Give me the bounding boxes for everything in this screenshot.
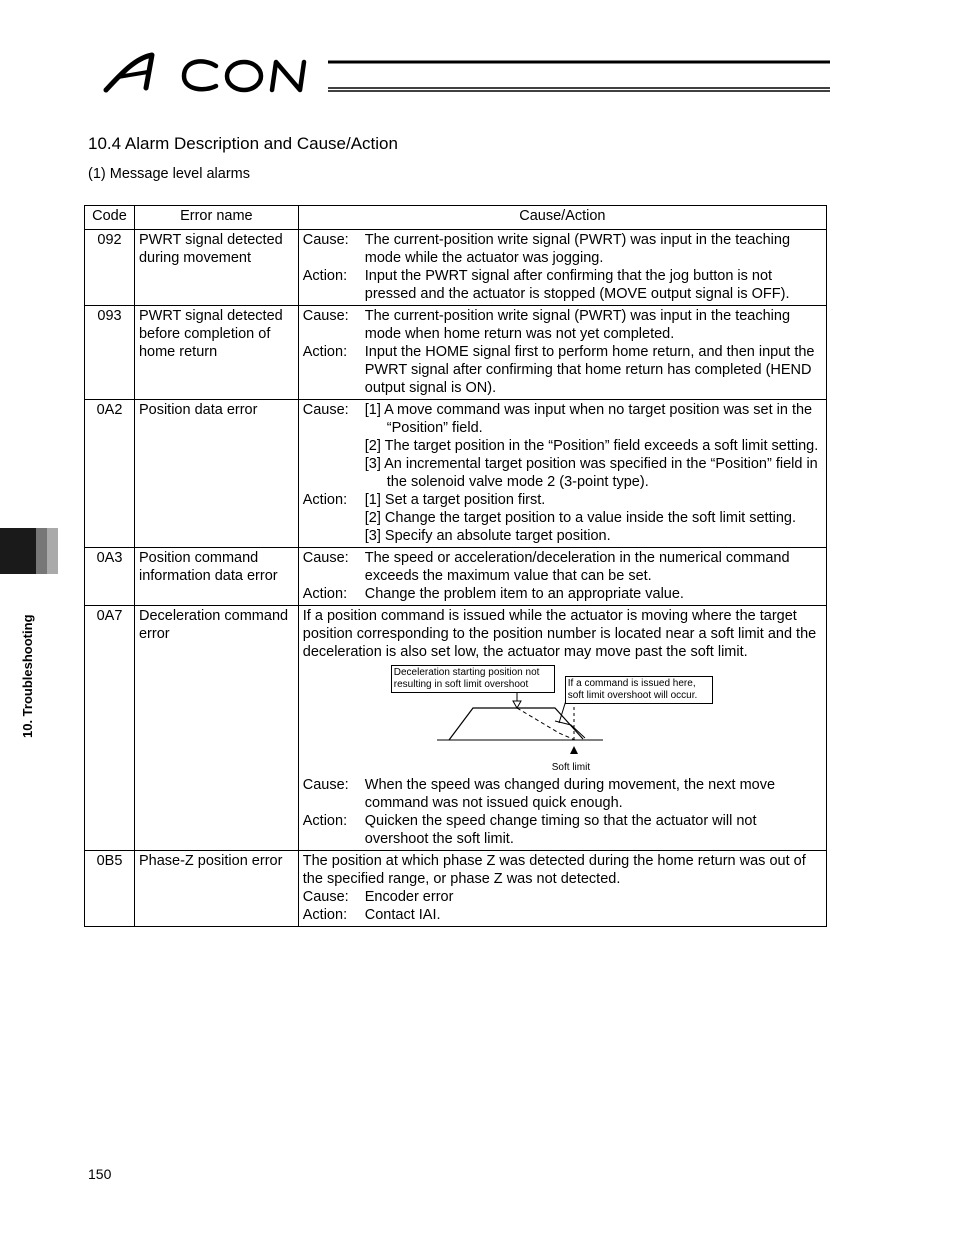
cause-label: Cause: (302, 402, 349, 418)
cause-text: The speed or acceleration/deceleration in the numerical command exceeds the maximum value that can be set. (364, 550, 790, 584)
chapter-tab-marker (0, 528, 58, 574)
action-item: [2] Change the target position to a value inside the soft limit setting. (364, 510, 796, 526)
alarm-code: 0A3 (85, 548, 135, 606)
action-text: Change the problem item to an appropriate value. (364, 586, 684, 602)
action-text: Contact IAI. (364, 907, 441, 923)
sub-title: (1) Message level alarms (88, 166, 250, 182)
col-header-error-name: Error name (134, 206, 298, 230)
table-row (85, 851, 827, 927)
table-header-row (85, 206, 827, 230)
cause-action-cell (298, 548, 826, 606)
alarm-code: 092 (85, 230, 135, 306)
table-row (85, 400, 827, 548)
alarm-code: 0A2 (85, 400, 135, 548)
action-text: Input the PWRT signal after confirming that the jog button is not pressed and the actuator is stopped (MOVE output signal is OFF). (364, 268, 790, 302)
table-row (85, 606, 827, 851)
cause-action-cell (298, 306, 826, 400)
cause-label: Cause: (302, 889, 349, 905)
cause-action-cell (298, 606, 826, 851)
alarm-name: Phase-Z position error (134, 851, 298, 927)
chapter-side-label: 10. Troubleshooting (20, 614, 35, 738)
action-label: Action: (302, 344, 348, 360)
callout-overshoot: If a command is issued here, soft limit overshoot will occur. (565, 676, 713, 704)
alarm-name: Position command information data error (134, 548, 298, 606)
alarm-name: Deceleration command error (134, 606, 298, 851)
cause-text: When the speed was changed during movement, the next move command was not issued quick enough. (364, 777, 776, 811)
action-label: Action: (302, 586, 348, 602)
action-item: [3] Specify an absolute target position. (364, 528, 611, 544)
table-row (85, 548, 827, 606)
soft-limit-label: Soft limit (551, 762, 591, 773)
cause-label: Cause: (302, 232, 349, 248)
cause-action-cell (298, 230, 826, 306)
cause-label: Cause: (302, 777, 349, 793)
action-text: Input the HOME signal first to perform home return, and then input the PWRT signal after confirming that home return has completed (HEND output signal is ON). (364, 344, 815, 396)
page-number: 150 (88, 1166, 112, 1182)
cause-text: Encoder error (364, 889, 454, 905)
alarm-name: Position data error (134, 400, 298, 548)
alarm-table (84, 205, 827, 927)
alarm-code: 093 (85, 306, 135, 400)
acon-logo (100, 50, 835, 98)
action-label: Action: (302, 492, 348, 508)
action-text: Quicken the speed change timing so that the actuator will not overshoot the soft limit. (364, 813, 757, 847)
cause-text: The current-position write signal (PWRT) was input in the teaching mode when home return was not yet completed. (364, 308, 791, 342)
cause-text: The current-position write signal (PWRT) was input in the teaching mode while the actuator was jogging. (364, 232, 791, 266)
action-label: Action: (302, 907, 348, 923)
cause-item: [1] A move command was input when no target position was set in the “Position” field. (364, 402, 813, 436)
action-label: Action: (302, 268, 348, 284)
soft-limit-diagram (303, 661, 822, 776)
cause-label: Cause: (302, 550, 349, 566)
table-row (85, 306, 827, 400)
section-title: 10.4 Alarm Description and Cause/Action (88, 134, 398, 153)
cause-item: [3] An incremental target position was specified in the “Position” field in the solenoid valve mode 2 (3-point type). (364, 456, 818, 490)
alarm-code: 0A7 (85, 606, 135, 851)
col-header-cause-action: Cause/Action (298, 206, 826, 230)
cause-action-cell (298, 400, 826, 548)
col-header-code: Code (85, 206, 135, 230)
cause-item: [2] The target position in the “Position” field exceeds a soft limit setting. (364, 438, 819, 454)
table-row (85, 230, 827, 306)
description-text: If a position command is issued while the actuator is moving where the target position corresponding to the position number is located near a soft limit and the deceleration is also set low, the actuator may move past the soft limit. (302, 608, 817, 660)
alarm-code: 0B5 (85, 851, 135, 927)
cause-label: Cause: (302, 308, 349, 324)
action-item: [1] Set a target position first. (364, 492, 546, 508)
alarm-name: PWRT signal detected before completion of home return (134, 306, 298, 400)
callout-deceleration-start: Deceleration starting position not resulting in soft limit overshoot (391, 665, 555, 693)
alarm-name: PWRT signal detected during movement (134, 230, 298, 306)
cause-action-cell (298, 851, 826, 927)
description-text: The position at which phase Z was detected during the home return was out of the specified range, or phase Z was not detected. (302, 853, 806, 887)
action-label: Action: (302, 813, 348, 829)
